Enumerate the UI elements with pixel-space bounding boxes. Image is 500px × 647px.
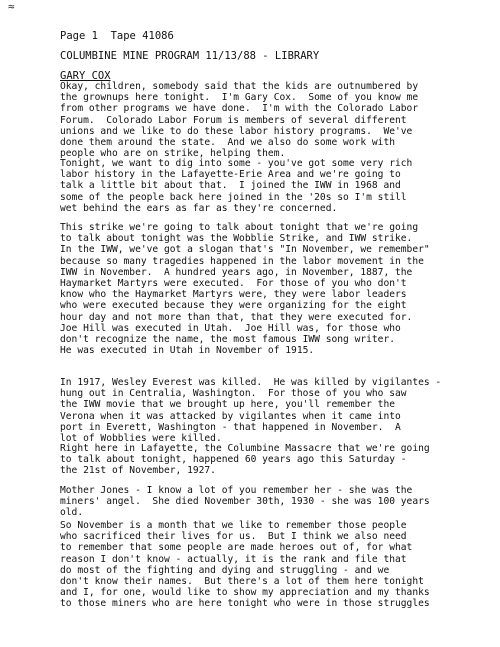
text-line: hour day and not more than that, that they were executed for. xyxy=(60,311,413,323)
paragraph-tonight xyxy=(60,158,492,214)
text-line: the 21st of November, 1927. xyxy=(60,465,216,477)
text-line: This strike we're going to talk about tonight that we're going xyxy=(60,222,419,233)
text-line: the grownups here tonight. I'm Gary Cox. Some of you know me xyxy=(60,92,419,104)
text-line: and I, for one, would like to show my appreciation and my thanks xyxy=(60,587,430,599)
text-line: Forum. Colorado Labor Forum is members of several different xyxy=(60,114,407,126)
speaker-name: GARY COX xyxy=(60,70,111,82)
text-line: talk a little bit about that. I joined the IWW in 1968 and xyxy=(60,180,401,192)
text-line: port in Everett, Washington - that happened in November. A xyxy=(60,421,401,433)
text-line: some of the people back here joined in the '20s so I'm still xyxy=(60,191,407,203)
text-line: the IWW movie that we brought up here, you'll remember the xyxy=(60,399,396,411)
text-line: to those miners who are here tonight who were in those struggles xyxy=(60,598,430,610)
text-line: So November is a month that we like to remember those people xyxy=(60,520,407,531)
text-line: In the IWW, we've got a slogan that's "In November, we remember" xyxy=(60,244,430,256)
text-line: to talk about tonight was the Wobblie Strike, and IWW strike. xyxy=(60,233,413,245)
text-line: unions and we like to do these labor history programs. We've xyxy=(60,125,413,137)
text-line: people who are on strike, helping them. xyxy=(60,148,286,160)
text-line: because so many tragedies happened in the labor movement in the xyxy=(60,255,424,267)
text-line: don't recognize the name, the most famous IWW song writer. xyxy=(60,333,396,345)
text-line: to talk about tonight, happened 60 years ago this Saturday - xyxy=(60,454,407,466)
text-line: wet behind the ears as far as they're concerned. xyxy=(60,202,338,214)
paragraph-1917 xyxy=(60,377,492,444)
text-line: to remember that some people are made heroes out of, for what xyxy=(60,542,413,554)
text-line: do most of the fighting and dying and struggling - and we xyxy=(60,564,390,576)
text-line: IWW in November. A hundred years ago, in November, 1887, the xyxy=(60,266,413,278)
text-line: from other programs we have done. I'm with the Colorado Labor xyxy=(60,103,419,115)
text-line: done them around the state. And we also do some work with xyxy=(60,136,396,148)
program-title: COLUMBINE MINE PROGRAM 11/13/88 - LIBRARY xyxy=(60,50,320,62)
text-line: Right here in Lafayette, the Columbine Massacre that we're going xyxy=(60,443,430,454)
text-line: Verona when it was attacked by vigilantes when it came into xyxy=(60,410,401,422)
text-line: who sacrificed their lives for us. But I think we also need xyxy=(60,531,407,543)
text-line: Tonight, we want to dig into some - you've got some very rich xyxy=(60,158,413,169)
text-line: Mother Jones - I know a lot of you remember her - she was the xyxy=(60,485,413,496)
text-line: lot of Wobblies were killed. xyxy=(60,432,222,444)
text-line: miners' angel. She died November 30th, 1930 - she was 100 years xyxy=(60,496,430,508)
text-line: who were executed because they were organizing for the eight xyxy=(60,300,407,312)
paragraph-intro xyxy=(60,81,492,159)
text-line: He was executed in Utah in November of 1915. xyxy=(60,345,315,357)
paragraph-november xyxy=(60,520,492,610)
text-line: know who the Haymarket Martyrs were, they were labor leaders xyxy=(60,289,407,301)
page-tape-header: Page 1 Tape 41086 xyxy=(60,30,174,42)
text-line: Okay, children, somebody said that the kids are outnumbered by xyxy=(60,81,419,92)
text-line: reason I don't know - actually, it is the rank and file that xyxy=(60,553,407,565)
paragraph-mother-jones xyxy=(60,485,492,519)
text-line: Haymarket Martyrs were executed. For those of you who don't xyxy=(60,277,407,289)
paragraph-lafayette xyxy=(60,443,492,477)
text-line: In 1917, Wesley Everest was killed. He was killed by vigilantes - xyxy=(60,377,442,388)
text-line: hung out in Centralia, Washington. For those of you who saw xyxy=(60,388,407,400)
corner-mark: ≈ xyxy=(8,0,15,13)
paragraph-strike xyxy=(60,222,492,356)
text-line: don't know their names. But there's a lot of them here tonight xyxy=(60,575,424,587)
text-line: Joe Hill was executed in Utah. Joe Hill was, for those who xyxy=(60,322,401,334)
text-line: labor history in the Lafayette-Erie Area and we're going to xyxy=(60,169,401,181)
text-line: old. xyxy=(60,507,84,519)
